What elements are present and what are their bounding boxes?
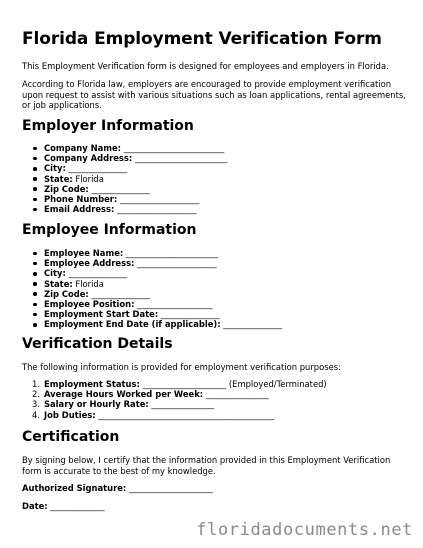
employer-state[interactable]: State: Florida [22,174,227,184]
employer-heading: Employer Information [22,118,194,134]
employee-address[interactable]: Employee Address: ___________________ [22,258,282,268]
employer-phone[interactable]: Phone Number: ___________________ [22,194,227,204]
job-duties[interactable]: 4. Job Duties: __________________________________________ [32,409,275,420]
verification-list [22,379,327,420]
employer-company-address[interactable]: Company Address: ______________________ [22,153,227,163]
salary-rate[interactable]: 3. Salary or Hourly Rate: _______________ [32,399,215,410]
verification-intro: The following information is provided for employment verification purposes: [22,362,341,372]
employee-city[interactable]: City: ______________ [22,268,282,278]
average-hours[interactable]: 2. Average Hours Worked per Week: _______________ [32,389,269,400]
certification-text: By signing below, I certify that the information provided in this Employment Verification form is accurate to the best of my knowledge. [22,455,391,476]
employee-name[interactable]: Employee Name: ______________________ [22,248,282,258]
verification-heading: Verification Details [22,336,173,352]
employee-list [22,248,282,330]
employer-email[interactable]: Email Address: ___________________ [22,204,227,214]
authorized-signature-line[interactable]: Authorized Signature: ____________________ [22,483,213,493]
employment-end-date[interactable]: Employment End Date (if applicable): ______________ [22,319,282,329]
employment-status[interactable]: 1. Employment Status: ____________________ (Employed/Terminated) [32,379,327,389]
employment-start-date[interactable]: Employment Start Date: ______________ [22,309,282,319]
intro-paragraph: This Employment Verification form is designed for employees and employers in Florida. [22,61,389,71]
employer-zip[interactable]: Zip Code: ______________ [22,184,227,194]
employee-position[interactable]: Employee Position: __________________ [22,299,282,309]
employer-company-name[interactable]: Company Name: ________________________ [22,143,227,153]
page-title: Florida Employment Verification Form [22,29,382,49]
certification-heading: Certification [22,429,120,445]
employee-zip[interactable]: Zip Code: ______________ [22,289,282,299]
site-watermark: floridadocuments.net [196,520,413,540]
employer-list [22,143,227,214]
employee-heading: Employee Information [22,222,197,238]
date-line[interactable]: Date: _____________ [22,501,105,511]
employee-state[interactable]: State: Florida [22,279,282,289]
employer-city[interactable]: City: ______________ [22,163,227,173]
law-paragraph: According to Florida law, employers are encouraged to provide employment verification upon request to assist with various situations such as loan applications, rental agreements, or job applications. [22,79,406,110]
